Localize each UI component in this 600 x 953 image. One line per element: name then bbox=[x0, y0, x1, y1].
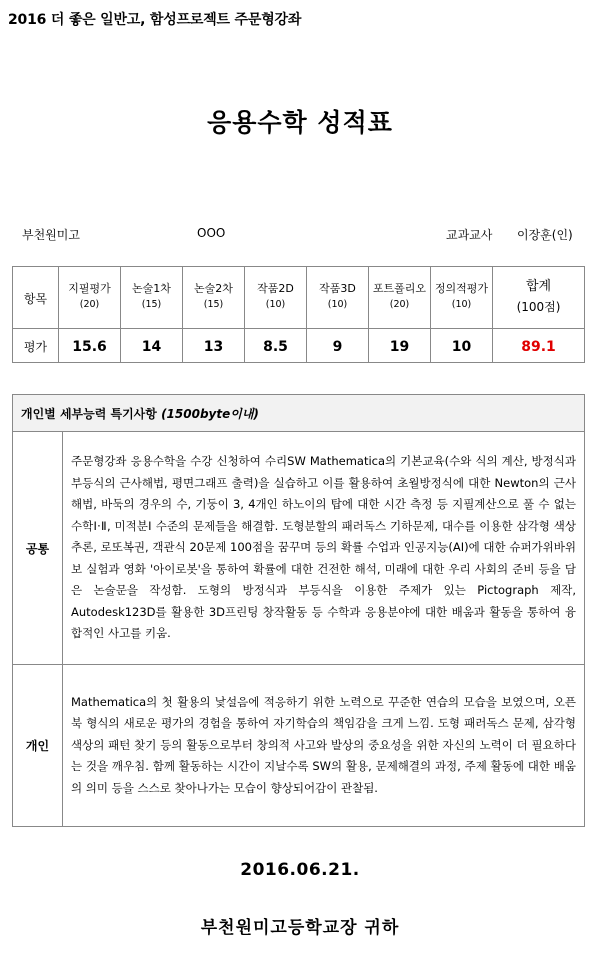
remarks-personal-row bbox=[13, 665, 585, 827]
info-row bbox=[0, 226, 600, 246]
row-header-cell bbox=[13, 267, 59, 329]
column-header bbox=[121, 267, 183, 329]
column-max: (15) bbox=[141, 299, 162, 311]
score-value: 10 bbox=[431, 328, 493, 362]
column-header bbox=[369, 267, 431, 329]
total-max: (100점) bbox=[516, 300, 561, 315]
remarks-table bbox=[12, 394, 585, 827]
common-label: 공통 bbox=[13, 432, 63, 665]
score-value-row bbox=[13, 328, 585, 362]
column-header bbox=[307, 267, 369, 329]
column-label: 작품2D bbox=[257, 282, 294, 296]
common-text: 주문형강좌 응용수학을 수강 신청하여 수리SW Mathematica의 기본교육(수와 식의 계산, 방정식과 부등식의 근사해법, 평면그래프 출력)을 실습하고 이를 활용하여 초월방정식에 대한 Newton의 근사해법, 바둑의 경우의 수, 기둥이 3, 4개인 하노이의 탑에 대한 시간 측정 등 지필계산으로 풀 수 없는 수학Ⅰ·Ⅱ, 미적분Ⅰ 수준의 문제들을 해결함. 도형분할의 패러독스 기하문제, 대수를 이용한 삼각형 색상 추론, 로또복권, 객관식 20문제 100점을 꿈꾸며 등의 확률 수업과 인공지능(AI)에 대한 슈퍼가위바위보 실험과 영화 '아이로봇'을 통하여 확률에 대한 건전한 해석, 미래에 대한 우리 사회의 준비 등을 담은 논술문을 작성함. 도형의 방정식과 부등식을 이용한 주제가 있는 Pictograph 제작, Autodesk123D를 활용한 3D프린팅 창작활동 등 수학과 응용분야에 대한 배움과 활동을 통하여 융합적인 사고를 키움. bbox=[63, 432, 585, 665]
column-max: (20) bbox=[389, 299, 410, 311]
value-row-label: 평가 bbox=[23, 339, 48, 354]
remarks-title: 개인별 세부능력 특기사항 bbox=[21, 406, 157, 421]
column-label: 지필평가 bbox=[68, 282, 111, 296]
column-max: (10) bbox=[327, 299, 348, 311]
score-value: 14 bbox=[121, 328, 183, 362]
teacher-label: 교과교사 bbox=[446, 228, 493, 242]
score-table bbox=[12, 266, 585, 363]
remarks-header-row bbox=[13, 395, 585, 432]
column-max: (20) bbox=[79, 299, 100, 311]
remarks-common-row bbox=[13, 432, 585, 665]
column-max: (15) bbox=[203, 299, 224, 311]
recipient-signature: 부천원미고등학교장 귀하 bbox=[200, 918, 400, 938]
column-label: 작품3D bbox=[319, 282, 356, 296]
score-value: 9 bbox=[307, 328, 369, 362]
column-header bbox=[245, 267, 307, 329]
top-title: 2016 더 좋은 일반고, 함성프로젝트 주문형강좌 bbox=[8, 12, 302, 28]
column-max: (10) bbox=[451, 299, 472, 311]
total-header bbox=[493, 267, 585, 329]
score-header-row bbox=[13, 267, 585, 329]
value-row-label-cell bbox=[13, 328, 59, 362]
column-label: 포트폴리오 bbox=[372, 282, 427, 296]
school-name: 부천원미고 bbox=[22, 228, 80, 242]
row-header-label: 항목 bbox=[23, 291, 48, 306]
column-label: 논술2차 bbox=[194, 282, 233, 296]
score-value: 15.6 bbox=[59, 328, 121, 362]
score-value: 13 bbox=[183, 328, 245, 362]
teacher-name: 이장훈(인) bbox=[517, 228, 573, 242]
column-header bbox=[431, 267, 493, 329]
score-value: 19 bbox=[369, 328, 431, 362]
personal-label: 개인 bbox=[13, 665, 63, 827]
column-header bbox=[183, 267, 245, 329]
issue-date: 2016.06.21. bbox=[240, 860, 360, 880]
page-title: 응용수학 성적표 bbox=[207, 108, 393, 137]
total-value: 89.1 bbox=[493, 328, 585, 362]
column-max: (10) bbox=[265, 299, 286, 311]
column-label: 정의적평가 bbox=[434, 282, 489, 296]
column-label: 논술1차 bbox=[132, 282, 171, 296]
column-header bbox=[59, 267, 121, 329]
total-label: 합계 bbox=[525, 279, 552, 295]
student-name: OOO bbox=[197, 226, 226, 240]
remarks-note: (1500byte이내) bbox=[161, 406, 259, 421]
score-value: 8.5 bbox=[245, 328, 307, 362]
personal-text: Mathematica의 첫 활용의 낯설음에 적응하기 위한 노력으로 꾸준한 연습의 모습을 보였으며, 오픈북 형식의 새로운 평가의 경험을 통하여 자기학습의 책임감을 크게 느낌. 도형 패러독스 문제, 삼각형 색상의 패턴 찾기 등의 활동으로부터 창의적 사고와 발상의 중요성을 위한 자신의 노력이 더 필요하다는 것을 깨우침. 함께 활동하는 시간이 지날수록 SW의 활용, 문제해결의 과정, 주제 활동에 대한 배움의 의미 등을 스스로 찾아나가는 모습이 향상되어감이 관찰됨. bbox=[63, 665, 585, 827]
remarks-header bbox=[13, 395, 585, 432]
